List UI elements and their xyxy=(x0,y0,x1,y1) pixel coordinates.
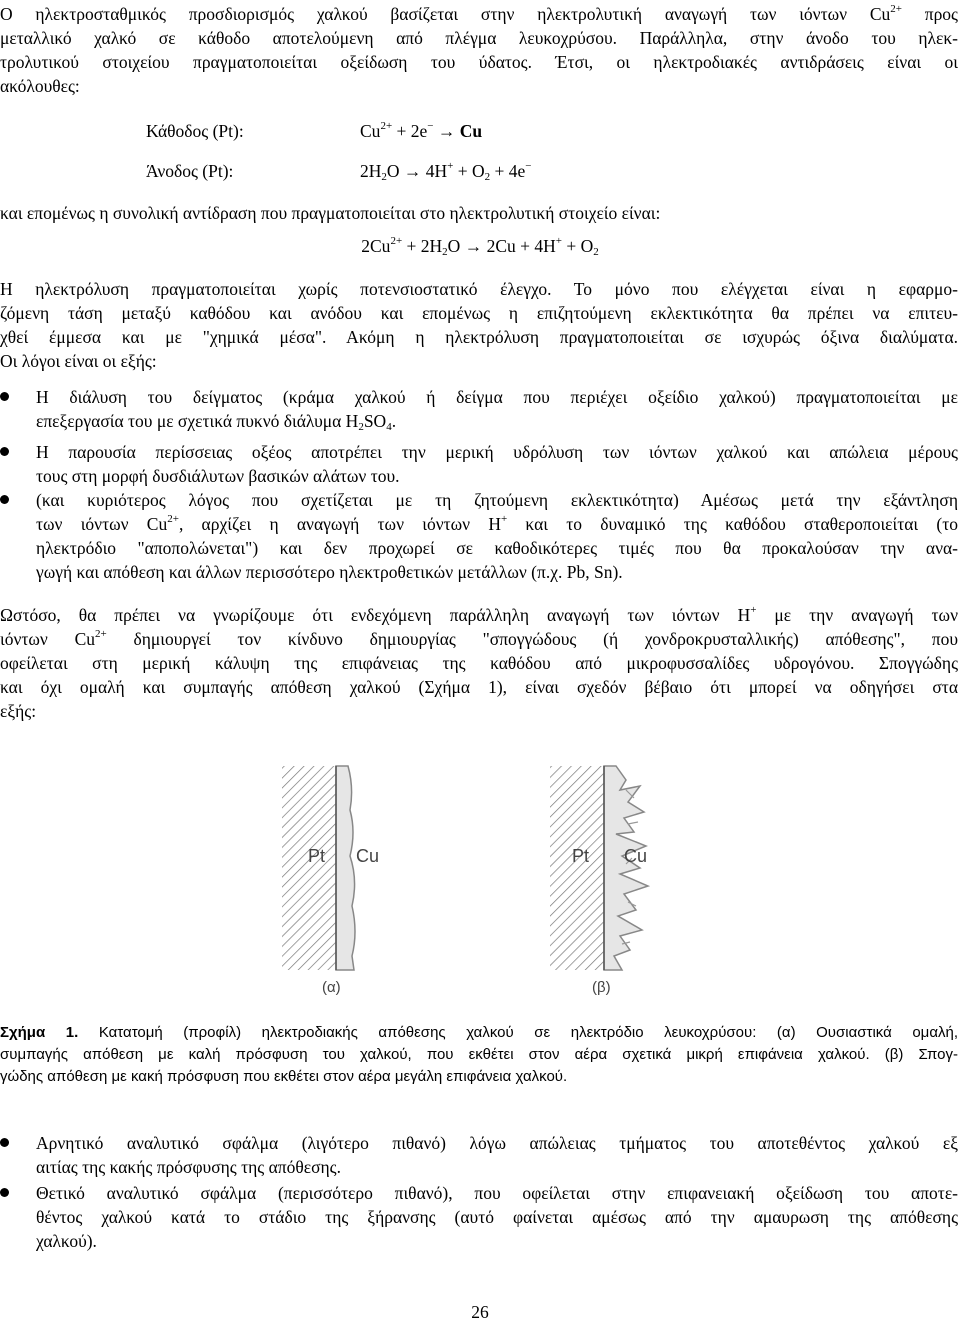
para3-line-2: ιόντων $Cu^{2+}$ δημιουργεί τον κίνδυνο δημιουργίας "σπογγώδους (ή χονδροκρυσταλλικής) απόθεσης", που xyxy=(0,628,958,649)
bullet-marker xyxy=(0,392,12,404)
intro-line-1: Ο ηλεκτροσταθμικός προσδιορισμός χαλκού βασίζεται στην ηλεκτρολυτική αναγωγή των ιόντων $Cu^{2+}$ προς xyxy=(0,3,958,24)
bullet-4-line-2: αιτίας της κακής πρόσφυσης της απόθεσης. xyxy=(36,1157,341,1177)
para2-line-3: χθεί έμμεσα και με "χημικά μέσα". Ακόμη η ηλεκτρόλυση πραγματοποιείται σε ισχυρώς όξινα διαλύματα. xyxy=(0,327,958,347)
para3-line-1: Ωστόσο, θα πρέπει να γνωρίζουμε ότι ενδεχόμενη παράλληλη αναγωγή των ιόντων H+ με την αναγωγή των xyxy=(0,604,958,625)
platinum-electrode-a xyxy=(282,766,336,970)
bullet-item-selectivity xyxy=(36,488,958,584)
bullet-item-negative-error xyxy=(36,1131,958,1179)
figure-panel-a xyxy=(282,766,379,996)
bullet-item-acid-excess xyxy=(36,440,958,488)
bullet-item-positive-error xyxy=(36,1181,958,1253)
copper-deposit-smooth xyxy=(336,766,355,970)
para3-line-3: οφείλεται στη μερική κάλυψη της επιφάνειας της καθόδου από μικροφυσσαλίδες υδρογόνου. Σπογγώδης xyxy=(0,653,958,673)
bullet-3-line-4: γωγή και απόθεση και άλλων περισσότερο ηλεκτροθετικών μετάλλων (π.χ. Pb, Sn). xyxy=(36,562,623,582)
bullet-marker xyxy=(0,447,12,459)
bullet-3-line-1: (και κυριότερος λόγος που σχετίζεται με τη ζητούμενη εκλεκτικότητα) Αμέσως μετά την εξάντληση xyxy=(36,490,958,510)
page-number: 26 xyxy=(471,1302,489,1322)
paragraph-spongy-deposit xyxy=(0,603,958,723)
cathode-equation: $Cu^{2+} + 2e^- \to Cu$ xyxy=(360,120,483,141)
bullet-item-dissolution xyxy=(36,385,958,433)
caption-line-1: Σχήμα 1. Κατατομή (προφίλ) ηλεκτροδιακής απόθεσης χαλκού σε ηλεκτρόδιο λευκοχρύσου: (α) Ουσιαστικά ομαλή, xyxy=(0,1024,958,1041)
figure-panel-b xyxy=(550,766,648,996)
figure-caption xyxy=(0,1022,958,1088)
bullet-5-line-2: θέντος χαλκού κατά το στάδιο της ξήρανσης (αυτό φαίνεται αμέσως από την αμαυρωση της απόθεσης xyxy=(36,1207,958,1227)
bullet-1-line-1: Η διάλυση του δείγματος (κράμα χαλκού ή δείγμα που περιέχει οξείδιο χαλκού) πραγματοποιείται με xyxy=(36,387,958,407)
anode-label: Άνοδος (Pt): xyxy=(146,161,234,181)
para2-line-1: Η ηλεκτρόλυση πραγματοποιείται χωρίς ποτενσιοστατικό έλεγχο. Το μόνο που ελέγχεται είναι η εφαρμο- xyxy=(0,279,958,299)
cathode-label: Κάθοδος (Pt): xyxy=(146,121,244,141)
bullet-marker xyxy=(0,1188,12,1200)
para3-line-4: και όχι ομαλή και συμπαγής απόθεση χαλκού (Σχήμα 1), είναι σχεδόν βέβαιο ότι μπορεί να οδηγήσει στα xyxy=(0,677,958,697)
bullet-5-line-3: χαλκού). xyxy=(36,1231,97,1251)
intro-line-3: τρολυτικού στοιχείου πραγματοποιείται οξείδωση του ύδατος. Έτσι, οι ηλεκτροδιακές αντιδράσεις είναι οι xyxy=(0,52,958,72)
bullet-4-line-1: Αρνητικό αναλυτικό σφάλμα (λιγότερο πιθανό) λόγω απώλειας τμήματος του αποτεθέντος χαλκού εξ xyxy=(36,1133,958,1153)
intro-paragraph xyxy=(0,2,958,98)
intro-line-2: μεταλλικό χαλκό σε κάθοδο αποτελούμενη από πλέγμα λευκοχρύσου. Παράλληλα, στην άνοδο του ηλεκ- xyxy=(0,28,958,48)
para3-line-5: εξής: xyxy=(0,701,37,721)
bullet-2-line-2: τους στη μορφή δυσδιάλυτων βασικών αλάτων του. xyxy=(36,466,400,486)
bullet-marker xyxy=(0,1138,12,1150)
intro-line-4: ακόλουθες: xyxy=(0,76,80,96)
platinum-electrode-b xyxy=(550,766,604,970)
overall-intro: και επομένως η συνολική αντίδραση που πραγματοποιείται στο ηλεκτρολυτική στοιχείο είναι: xyxy=(0,203,661,223)
panel-label-b: (β) xyxy=(592,979,611,996)
pt-label-a: Pt xyxy=(308,846,326,866)
bullet-2-line-1: Η παρουσία περίσσειας οξέος αποτρέπει την μερική υδρόλυση των ιόντων χαλκού και απώλεια μέρους xyxy=(36,442,958,462)
cu-label-b: Cu xyxy=(624,846,648,866)
bullet-marker xyxy=(0,495,12,507)
cu-label-a: Cu xyxy=(356,846,380,866)
figure-deposit-profiles xyxy=(270,760,690,1000)
para2-line-2: ζόμενη τάση μεταξύ καθόδου και ανόδου και επομένως η επιζητούμενη εκλεκτικότητα θα πρέπει να επιτευ- xyxy=(0,303,958,323)
bullet-3-line-3: ηλεκτρόδιο "αποπολώνεται") και δεν προχωρεί σε καθοδικότερες τιμές που θα προκαλούσαν την ανα- xyxy=(36,538,958,558)
caption-line-2: συμπαγής απόθεση με καλή πρόσφυση του χαλκού, που εκθέτει στον αέρα σχετικά μικρή επιφάνεια χαλκού. (β) Σπογ- xyxy=(0,1046,958,1063)
copper-deposit-spongy xyxy=(604,766,648,970)
anode-equation: $2H_2O \to 4H^+ + O_2 + 4e^-$ xyxy=(360,160,532,183)
bullet-5-line-1: Θετικό αναλυτικό σφάλμα (περισσότερο πιθανό), που οφείλεται στην επιφανειακή οξείδωση του αποτε- xyxy=(36,1183,958,1203)
panel-label-a: (α) xyxy=(322,979,341,996)
pt-label-b: Pt xyxy=(572,846,590,866)
caption-line-3: γώδης απόθεση με κακή πρόσφυση που εκθέτει στον αέρα μεγάλη επιφάνεια χαλκού. xyxy=(0,1068,568,1085)
paragraph-reasons xyxy=(0,277,958,373)
overall-equation: $2Cu^{2+} + 2H_2O \to 2Cu + 4H^+ + O_2$ xyxy=(361,235,599,258)
para2-line-4: Οι λόγοι είναι οι εξής: xyxy=(0,351,157,371)
bullet-1-line-2: επεξεργασία του με σχετικά πυκνό διάλυμα $H_2SO_4$. xyxy=(36,411,397,433)
bullet-3-line-2: των ιόντων $Cu^{2+}$, αρχίζει η αναγωγή των ιόντων H+ και το δυναμικό της καθόδου σταθεροποιείται (το xyxy=(36,513,958,534)
